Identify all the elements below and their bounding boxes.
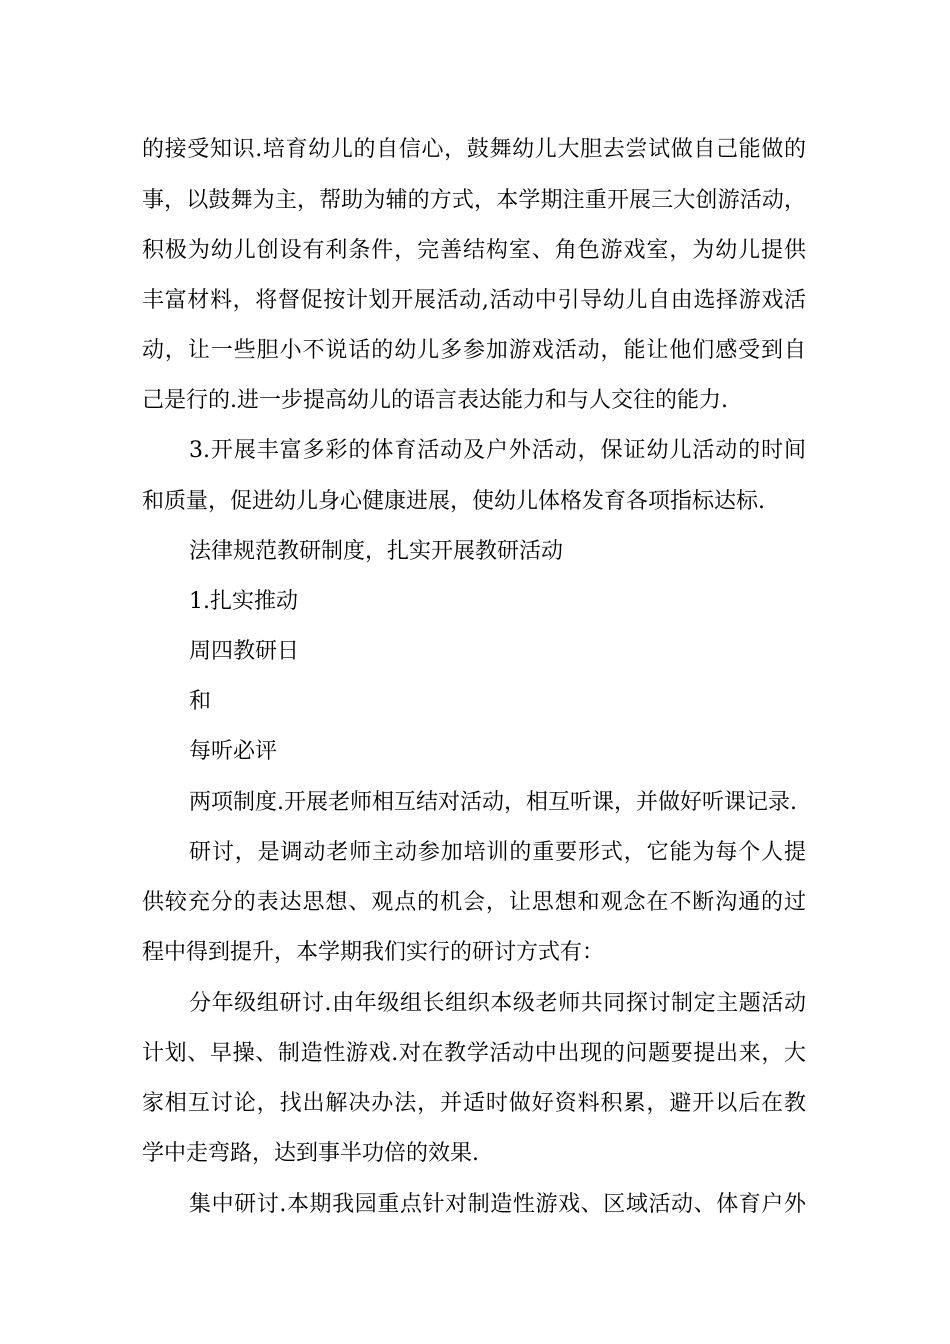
text-line: 和质量，促进幼儿身心健康进展，使幼儿体格发育各项指标达标. — [142, 489, 765, 514]
text-line: 程中得到提升，本学期我们实行的研讨方式有： — [142, 940, 605, 965]
text-line: 研讨，是调动老师主动参加培训的重要形式，它能为每个人提 — [189, 840, 806, 865]
text-line: 集中研讨.本期我园重点针对制造性游戏、区域活动、体育户外 — [189, 1192, 806, 1217]
text-line: 己是行的.进一步提高幼儿的语言表达能力和与人交往的能力. — [142, 388, 728, 413]
text-line: 学中走弯路，达到事半功倍的效果. — [142, 1141, 479, 1166]
text-line: 两项制度.开展老师相互结对活动，相互听课，并做好听课记录. — [189, 790, 797, 815]
text-line: 计划、早操、制造性游戏.对在教学活动中出现的问题要提出来，大 — [142, 1041, 806, 1066]
text-line: 动，让一些胆小不说话的幼儿多参加游戏活动，能让他们感受到自 — [142, 338, 806, 363]
text-line: 的接受知识.培育幼儿的自信心，鼓舞幼儿大胆去尝试做自己能做的 — [142, 137, 806, 162]
numbered-item: 1.扎实推动 — [189, 589, 298, 614]
text-line: 积极为幼儿创设有利条件，完善结构室、角色游戏室，为幼儿提供 — [142, 238, 806, 263]
section-heading: 法律规范教研制度，扎实开展教研活动 — [189, 539, 564, 564]
text-line: 周四教研日 — [189, 639, 300, 664]
text-line: 和 — [189, 689, 212, 714]
text-line: 家相互讨论，找出解决办法，并适时做好资料积累，避开以后在教 — [142, 1091, 806, 1116]
text-line: 分年级组研讨.由年级组长组织本级老师共同探讨制定主题活动 — [189, 991, 806, 1016]
text-line: 每听必评 — [189, 739, 278, 764]
text-line: 供较充分的表达思想、观点的机会，让思想和观念在不断沟通的过 — [142, 890, 806, 915]
text-line: 3.开展丰富多彩的体育活动及户外活动，保证幼儿活动的时间 — [189, 438, 806, 463]
text-line: 丰富材料，将督促按计划开展活动,活动中引导幼儿自由选择游戏活 — [142, 288, 806, 313]
text-line: 事，以鼓舞为主，帮助为辅的方式，本学期注重开展三大创游活动， — [142, 188, 806, 213]
